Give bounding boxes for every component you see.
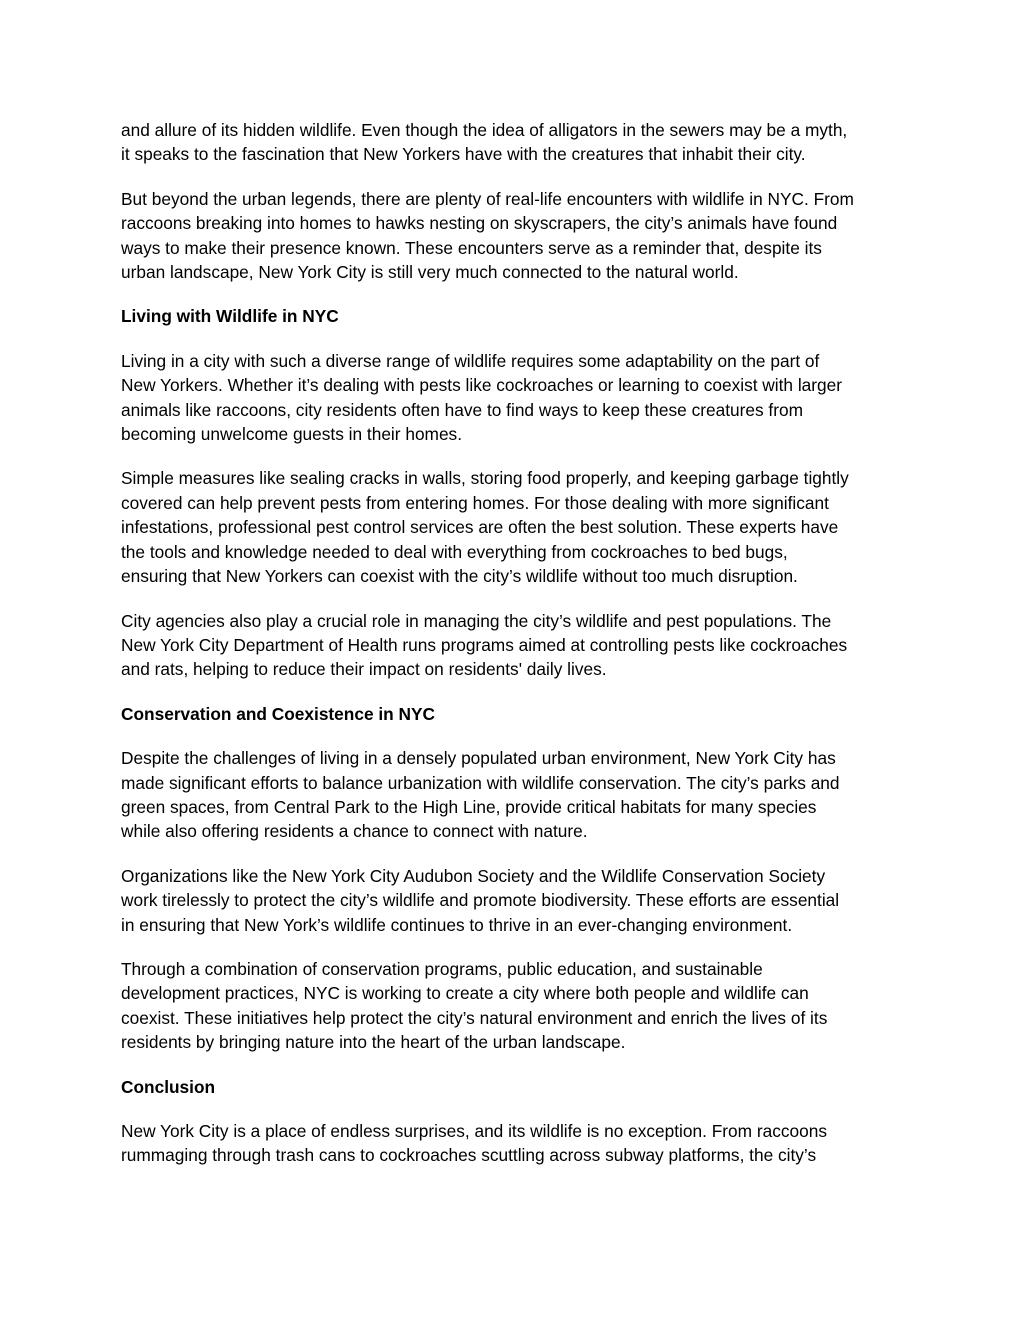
paragraph-line: raccoons breaking into homes to hawks nesting on skyscrapers, the city’s animals have found [121, 213, 838, 234]
paragraph-line: Through a combination of conservation programs, public education, and sustainable [121, 958, 763, 979]
paragraph-line: New Yorkers. Whether it’s dealing with pests like cockroaches or learning to coexist with larger [121, 375, 843, 396]
section-heading: Living with Wildlife in NYC [121, 306, 339, 327]
paragraph-line: becoming unwelcome guests in their homes. [121, 424, 463, 445]
section-heading: Conclusion [121, 1076, 216, 1097]
paragraph [121, 864, 911, 937]
paragraph-line: Despite the challenges of living in a densely populated urban environment, New York City has [121, 748, 836, 769]
paragraph-line: the tools and knowledge needed to deal with everything from cockroaches to bed bugs, [121, 541, 788, 562]
paragraph [121, 609, 911, 682]
paragraph [121, 1119, 911, 1168]
paragraph-line: covered can help prevent pests from entering homes. For those dealing with more significant [121, 492, 829, 513]
paragraph [121, 118, 911, 167]
paragraph-line: New York City is a place of endless surprises, and its wildlife is no exception. From raccoons [121, 1121, 827, 1141]
paragraph-line: work tirelessly to protect the city’s wildlife and promote biodiversity. These efforts are essential [121, 890, 840, 911]
paragraph-line: New York City Department of Health runs programs aimed at controlling pests like cockroaches [121, 634, 848, 655]
paragraph-line: it speaks to the fascination that New Yorkers have with the creatures that inhabit their city. [121, 144, 806, 165]
paragraph-line: while also offering residents a chance to connect with nature. [121, 821, 588, 842]
paragraph-line: green spaces, from Central Park to the High Line, provide critical habitats for many species [121, 796, 817, 817]
paragraph-line: made significant efforts to balance urbanization with wildlife conservation. The city’s parks and [121, 772, 840, 793]
paragraph-line: But beyond the urban legends, there are plenty of real-life encounters with wildlife in NYC. From [121, 188, 854, 209]
section-heading: Conservation and Coexistence in NYC [121, 703, 436, 724]
paragraph-line: in ensuring that New York’s wildlife continues to thrive in an ever-changing environment. [121, 914, 793, 935]
paragraph-line: development practices, NYC is working to create a city where both people and wildlife can [121, 983, 809, 1004]
paragraph-line: ways to make their presence known. These encounters serve as a reminder that, despite its [121, 237, 822, 258]
paragraph [121, 957, 911, 1055]
paragraph [121, 466, 911, 588]
paragraph-line: urban landscape, New York City is still very much connected to the natural world. [121, 262, 739, 283]
paragraph-line: coexist. These initiatives help protect the city’s natural environment and enrich the lives of its [121, 1007, 828, 1028]
paragraph [121, 187, 911, 285]
paragraph-line: Living in a city with such a diverse range of wildlife requires some adaptability on the part of [121, 350, 820, 371]
paragraph-line: residents by bringing nature into the heart of the urban landscape. [121, 1032, 626, 1053]
paragraph-line: Simple measures like sealing cracks in walls, storing food properly, and keeping garbage tightly [121, 468, 849, 489]
document-body [121, 118, 911, 1188]
paragraph [121, 746, 911, 844]
paragraph-line: and allure of its hidden wildlife. Even though the idea of alligators in the sewers may be a myth, [121, 120, 848, 140]
paragraph-line: City agencies also play a crucial role in managing the city’s wildlife and pest populations. The [121, 610, 832, 631]
paragraph-line: rummaging through trash cans to cockroaches scuttling across subway platforms, the city’s [121, 1145, 817, 1166]
paragraph-line: infestations, professional pest control services are often the best solution. These experts have [121, 517, 839, 538]
paragraph-line: and rats, helping to reduce their impact on residents' daily lives. [121, 659, 607, 680]
paragraph [121, 349, 911, 447]
paragraph-line: animals like raccoons, city residents often have to find ways to keep these creatures from [121, 399, 803, 420]
paragraph-line: ensuring that New Yorkers can coexist with the city’s wildlife without too much disruption. [121, 566, 798, 587]
paragraph-line: Organizations like the New York City Audubon Society and the Wildlife Conservation Society [121, 865, 826, 886]
